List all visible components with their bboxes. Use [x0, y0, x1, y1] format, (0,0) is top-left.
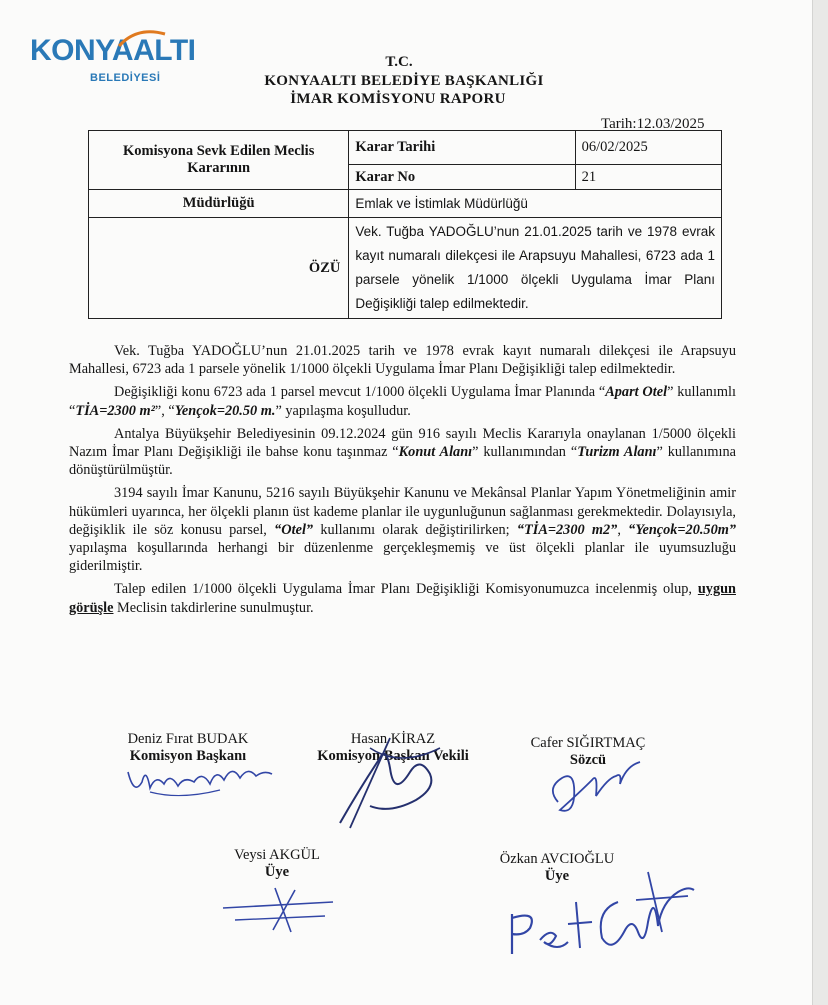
signature-mark-kiraz — [320, 728, 470, 838]
paragraph-2 — [69, 383, 736, 419]
logo-subtitle: BELEDİYESİ — [90, 72, 161, 84]
paragraph-5 — [69, 580, 736, 616]
signature-block-akgul — [202, 847, 352, 881]
p5-text: Meclisin takdirlerine sunulmuştur. — [113, 599, 314, 616]
p4-text: , — [617, 521, 629, 538]
ozu-label-text: ÖZÜ — [308, 259, 341, 276]
p4-text: yapılaşma koşullarında herhangi bir düzenlenme gerçekleşmemiş ve üst ölçekli planlar ile uyumsuzluğu giderilmiştir. — [69, 540, 736, 575]
signature-mark-avcioglu — [498, 862, 698, 962]
page-edge — [812, 0, 828, 1005]
p2-text: ” kullanımlı “ — [69, 384, 736, 419]
signatory-name: Özkan AVCIOĞLU — [499, 851, 615, 867]
paragraph-4 — [69, 484, 736, 575]
mudurluk-value: Emlak ve İstimlak Müdürlüğü — [349, 190, 722, 218]
p4-otel: “Otel” — [274, 521, 314, 538]
signatory-name: Hasan KİRAZ — [350, 731, 436, 747]
header-report-title: İMAR KOMİSYONU RAPORU — [290, 91, 506, 107]
header-tc: T.C. — [385, 54, 413, 70]
paragraph-1: Vek. Tuğba YADOĞLU’nun 21.01.2025 tarih ve 1978 evrak kayıt numaralı dilekçesi ile Arapsuyu Mahallesi, 6723 ada 1 parsele yönelik 1/1000 ölçekli Uygulama İmar Planı Değişikliği talep edilmektedir. — [69, 343, 736, 378]
signature-mark-budak — [120, 752, 290, 812]
signature-mark-akgul — [215, 880, 345, 940]
p4-tia: “TİA=2300 m2” — [516, 521, 618, 538]
logo-swoosh-icon — [117, 28, 167, 48]
p4-yencok: “Yençok=20.50m” — [628, 521, 736, 538]
p2-tia: TİA=2300 m² — [75, 402, 155, 419]
signatory-name: Cafer SIĞIRTMAÇ — [530, 735, 646, 751]
signatory-name: Deniz Fırat BUDAK — [127, 731, 249, 747]
p2-yencok: Yençok=20.50 m. — [174, 402, 276, 419]
p3-text: ” kullanımından “ — [472, 444, 578, 461]
p3-text: ” kullanımına dönüştürülmüştür. — [69, 444, 737, 479]
report-body — [69, 342, 736, 622]
karar-tarihi-label: Karar Tarihi — [349, 131, 575, 165]
p2-apart-otel: Apart Otel — [605, 384, 668, 401]
karar-no-label: Karar No — [349, 165, 575, 190]
p5-uygun-gorusle: uygun görüşle — [69, 581, 736, 616]
decision-info-table — [88, 130, 722, 319]
report-date: Tarih:12.03/2025 — [601, 116, 705, 132]
karar-tarihi-value: 06/02/2025 — [575, 131, 721, 165]
signatory-title: Üye — [544, 868, 570, 884]
signatory-title: Komisyon Başkan Vekili — [317, 748, 469, 764]
header-municipality: KONYAALTI BELEDİYE BAŞKANLIĞI — [264, 73, 544, 89]
sevk-label: Komisyona Sevk Edilen Meclis Kararının — [89, 131, 349, 190]
p2-text: ”, “ — [154, 402, 175, 419]
paragraph-3 — [69, 425, 736, 480]
p4-text: 3194 sayılı İmar Kanunu, 5216 sayılı Büyükşehir Kanunu ve Mekânsal Planlar Yapım Yönetmeliğinin amir hükümleri uyarınca, her ölçekli planın üst kademe planlar ile uygunluğunun sağlanması gerekmektedir. Dolayısıyla, değişiklik ile söz konusu parsel, — [69, 485, 736, 538]
p5-text: Talep edilen 1/1000 ölçekli Uygulama İmar Planı Değişikliği Komisyonumuzca incelenmiş olup, — [114, 581, 698, 598]
logo-wordmark: KONYAALTI — [30, 34, 196, 67]
p4-text: kullanımı olarak değiştirilirken; — [313, 521, 517, 538]
p2-text: ” yapılaşma koşulludur. — [275, 402, 411, 419]
signatory-title: Sözcü — [569, 752, 607, 768]
karar-no-value: 21 — [575, 165, 721, 190]
p3-turizm-alani: Turizm Alanı — [577, 444, 657, 461]
p2-text: Değişikliği konu 6723 ada 1 parsel mevcut 1/1000 ölçekli Uygulama İmar Planında “ — [114, 384, 606, 401]
p3-konut-alani: Konut Alanı — [398, 444, 473, 461]
ozu-text: Vek. Tuğba YADOĞLU’nun 21.01.2025 tarih ve 1978 evrak kayıt numaralı dilekçesi ile Arapsuyu Mahallesi, 6723 ada 1 parsele yönelik 1/1000 ölçekli Uygulama İmar Planı Değişikliği talep edilmektedir. — [349, 218, 722, 319]
signatory-title: Üye — [264, 864, 290, 880]
signatory-title: Komisyon Başkanı — [129, 748, 247, 764]
p3-text: Antalya Büyükşehir Belediyesinin 09.12.2024 gün 916 sayılı Meclis Kararıyla onaylanan 1/5000 ölçekli Nazım İmar Planı Değişikliği ile bahse konu taşınmaz “ — [69, 425, 736, 461]
signatory-name: Veysi AKGÜL — [234, 847, 320, 863]
signature-mark-sigirtmac — [540, 752, 650, 822]
ozu-label — [89, 218, 349, 319]
mudurluk-label: Müdürlüğü — [89, 190, 349, 218]
